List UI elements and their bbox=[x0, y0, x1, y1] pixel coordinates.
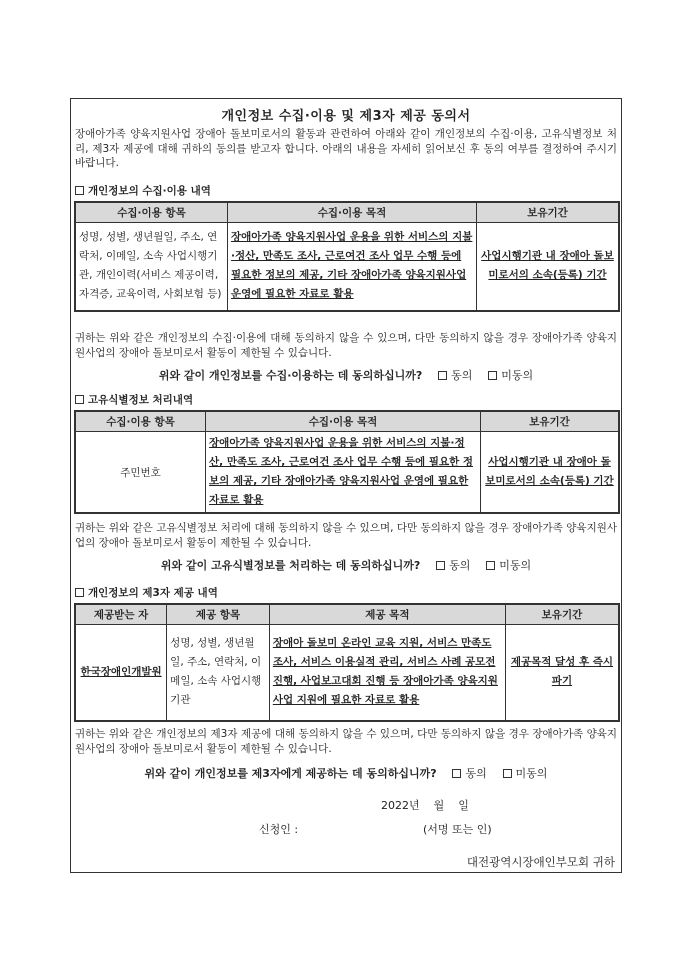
section1-table bbox=[74, 201, 620, 312]
form-title: 개인정보 수집·이용 및 제3자 제공 동의서 bbox=[221, 109, 471, 124]
s3-notice: 귀하는 위와 같은 개인정보의 제3자 제공에 대해 동의하지 않을 수 있으며, 다만 동의하지 않을 경우 장애아가족 양육지원사업의 장애아 돌보미로서 활동이 제한될 수 있습니다. bbox=[75, 728, 617, 755]
s3-header-recipient: 제공받는 자 bbox=[75, 604, 167, 625]
checkbox-icon[interactable] bbox=[486, 561, 495, 570]
date-line: 2022년 월 일 bbox=[381, 799, 469, 812]
s1-question-text: 위와 같이 개인정보를 수집·이용하는 데 동의하십니까? bbox=[158, 369, 423, 382]
s1-period: 사업시행기관 내 장애아 돌보미로서의 소속(등록) 기간 bbox=[477, 223, 620, 311]
applicant-label: 신청인 : bbox=[259, 823, 299, 836]
s2-purpose: 장애아가족 양육지원사업 운용을 위한 서비스의 지불·정산, 만족도 조사, 근로여건 조사 업무 수행 등에 필요한 정보의 제공, 기타 장애아가족 양육지원사업 운영에 필요한 자료로 활용 bbox=[206, 432, 481, 514]
s2-agree-option[interactable] bbox=[436, 559, 470, 572]
checkbox-icon[interactable] bbox=[438, 371, 447, 380]
s2-question bbox=[71, 557, 621, 573]
s2-disagree-label: 미동의 bbox=[499, 559, 532, 572]
s3-items: 성명, 성별, 생년월일, 주소, 연락처, 이메일, 소속 사업시행기관 bbox=[167, 625, 270, 721]
s2-period: 사업시행기관 내 장애아 돌보미로서의 소속(등록) 기간 bbox=[480, 432, 619, 514]
s3-period: 제공목적 달성 후 즉시 파기 bbox=[505, 625, 619, 721]
s3-disagree-option[interactable] bbox=[503, 767, 548, 780]
checkbox-icon[interactable] bbox=[488, 371, 497, 380]
s3-question bbox=[71, 765, 621, 781]
section-checkbox-icon bbox=[75, 186, 84, 195]
s2-notice: 귀하는 위와 같은 고유식별정보 처리에 대해 동의하지 않을 수 있으며, 다만 동의하지 않을 경우 장애아가족 양육지원사업의 장애아 돌보미로서 활동이 제한될 수 있습니다. bbox=[75, 522, 617, 549]
consent-form bbox=[70, 98, 622, 873]
section2-heading bbox=[75, 392, 193, 407]
section-checkbox-icon bbox=[75, 395, 84, 404]
form-recipient: 대전광역시장애인부모회 귀하 bbox=[466, 855, 615, 869]
sign-hint: (서명 또는 인) bbox=[423, 823, 492, 836]
section3-heading-text: 개인정보의 제3자 제공 내역 bbox=[88, 587, 218, 599]
s1-header-purpose: 수집·이용 목적 bbox=[227, 202, 476, 223]
s1-agree-label: 동의 bbox=[451, 369, 473, 382]
section3-heading bbox=[75, 585, 218, 600]
s1-disagree-label: 미동의 bbox=[501, 369, 534, 382]
s1-disagree-option[interactable] bbox=[488, 369, 533, 382]
s2-header-items: 수집·이용 항목 bbox=[75, 411, 206, 432]
s3-question-text: 위와 같이 개인정보를 제3자에게 제공하는 데 동의하십니까? bbox=[144, 767, 437, 780]
section1-heading-text: 개인정보의 수집·이용 내역 bbox=[88, 185, 211, 197]
s2-items: 주민번호 bbox=[75, 432, 206, 514]
s1-header-period: 보유기간 bbox=[477, 202, 620, 223]
checkbox-icon[interactable] bbox=[436, 561, 445, 570]
intro-text: 장애아가족 양육지원사업 장애아 돌보미로서의 활동과 관련하여 아래와 같이 개인정보의 수집·이용, 고유식별정보 처리, 제3자 제공에 대해 귀하의 동의를 받고자 합니다. 아래의 내용을 자세히 읽어보신 후 동의 여부를 결정하여 주시기 바랍니다. bbox=[75, 128, 617, 169]
s3-header-purpose: 제공 목적 bbox=[269, 604, 505, 625]
s2-agree-label: 동의 bbox=[449, 559, 471, 572]
s2-header-purpose: 수집·이용 목적 bbox=[206, 411, 481, 432]
s2-question-text: 위와 같이 고유식별정보를 처리하는 데 동의하십니까? bbox=[160, 559, 421, 572]
section2-heading-text: 고유식별정보 처리내역 bbox=[88, 394, 194, 406]
section3-table bbox=[74, 603, 620, 722]
checkbox-icon[interactable] bbox=[503, 769, 512, 778]
s1-notice: 귀하는 위와 같은 개인정보의 수집·이용에 대해 동의하지 않을 수 있으며, 다만 동의하지 않을 경우 장애아가족 양육지원사업의 장애아 돌보미로서 활동이 제한될 수 있습니다. bbox=[75, 332, 617, 359]
s1-purpose: 장애아가족 양육지원사업 운용을 위한 서비스의 지불·정산, 만족도 조사, 근로여건 조사 업무 수행 등에 필요한 정보의 제공, 기타 장애아가족 양육지원사업 운영에 필요한 자료로 활용 bbox=[227, 223, 476, 311]
s3-header-period: 보유기간 bbox=[505, 604, 619, 625]
s1-items: 성명, 성별, 생년월일, 주소, 연락처, 이메일, 소속 사업시행기관, 개인이력(서비스 제공이력, 자격증, 교육이력, 사회보험 등) bbox=[75, 223, 227, 311]
s3-agree-label: 동의 bbox=[465, 767, 487, 780]
s3-agree-option[interactable] bbox=[452, 767, 486, 780]
s2-disagree-option[interactable] bbox=[486, 559, 531, 572]
section1-heading bbox=[75, 183, 211, 198]
checkbox-icon[interactable] bbox=[452, 769, 461, 778]
section2-table bbox=[74, 410, 620, 514]
s3-purpose: 장애아 돌보미 온라인 교육 지원, 서비스 만족도 조사, 서비스 이용실적 관리, 서비스 사례 공모전 진행, 사업보고대회 진행 등 장애아가족 양육지원사업 지원에 필요한 자료로 활용 bbox=[269, 625, 505, 721]
s1-agree-option[interactable] bbox=[438, 369, 472, 382]
s3-recipient: 한국장애인개발원 bbox=[75, 625, 167, 721]
s1-question bbox=[71, 367, 621, 383]
s1-header-items: 수집·이용 항목 bbox=[75, 202, 227, 223]
s3-disagree-label: 미동의 bbox=[515, 767, 548, 780]
s3-header-items: 제공 항목 bbox=[167, 604, 270, 625]
s2-header-period: 보유기간 bbox=[480, 411, 619, 432]
section-checkbox-icon bbox=[75, 588, 84, 597]
